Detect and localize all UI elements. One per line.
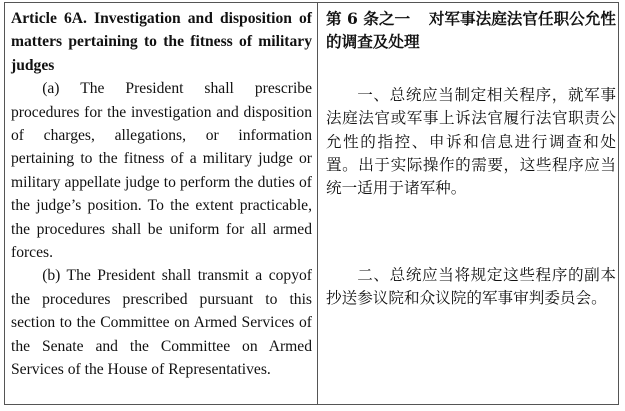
chinese-article-title: 对军事法庭法官任职公允性的调查及处理	[326, 9, 616, 52]
english-paragraph-a: (a) The President shall prescribe procedures for the investigation and disposition of charges, allegations, or information pertaining to the fitness of a military judge or military appellate judge to perform the duties of the judge’s position. To the extent practicable, the procedures shall be uniform for all armed forces.	[11, 80, 312, 262]
english-article-title: Article 6A. Investigation and disposition of matters pertaining to the fitness of military judges	[11, 10, 312, 74]
chinese-article-heading	[326, 7, 616, 54]
chinese-column	[318, 3, 620, 404]
chinese-paragraph-2: 二、总统应当将规定这些程序的副本抄送参议院和众议院的军事审判委员会。	[326, 265, 616, 308]
bilingual-table	[4, 2, 619, 405]
chinese-article-number: 第 6 条之一	[326, 9, 411, 28]
english-column	[5, 3, 318, 404]
english-paragraph-b: (b) The President shall transmit a copyof the procedures prescribed pursuant to this section to the Committee on Armed Services of the Senate and the Committee on Armed Services of the House of Representatives.	[11, 267, 312, 379]
chinese-paragraph-1: 一、总统应当制定相关程序，就军事法庭法官或军事上诉法官履行法官职责公允性的指控、申诉和信息进行调查和处置。出于实际操作的需要，这些程序应当统一适用于诸军种。	[326, 85, 616, 198]
